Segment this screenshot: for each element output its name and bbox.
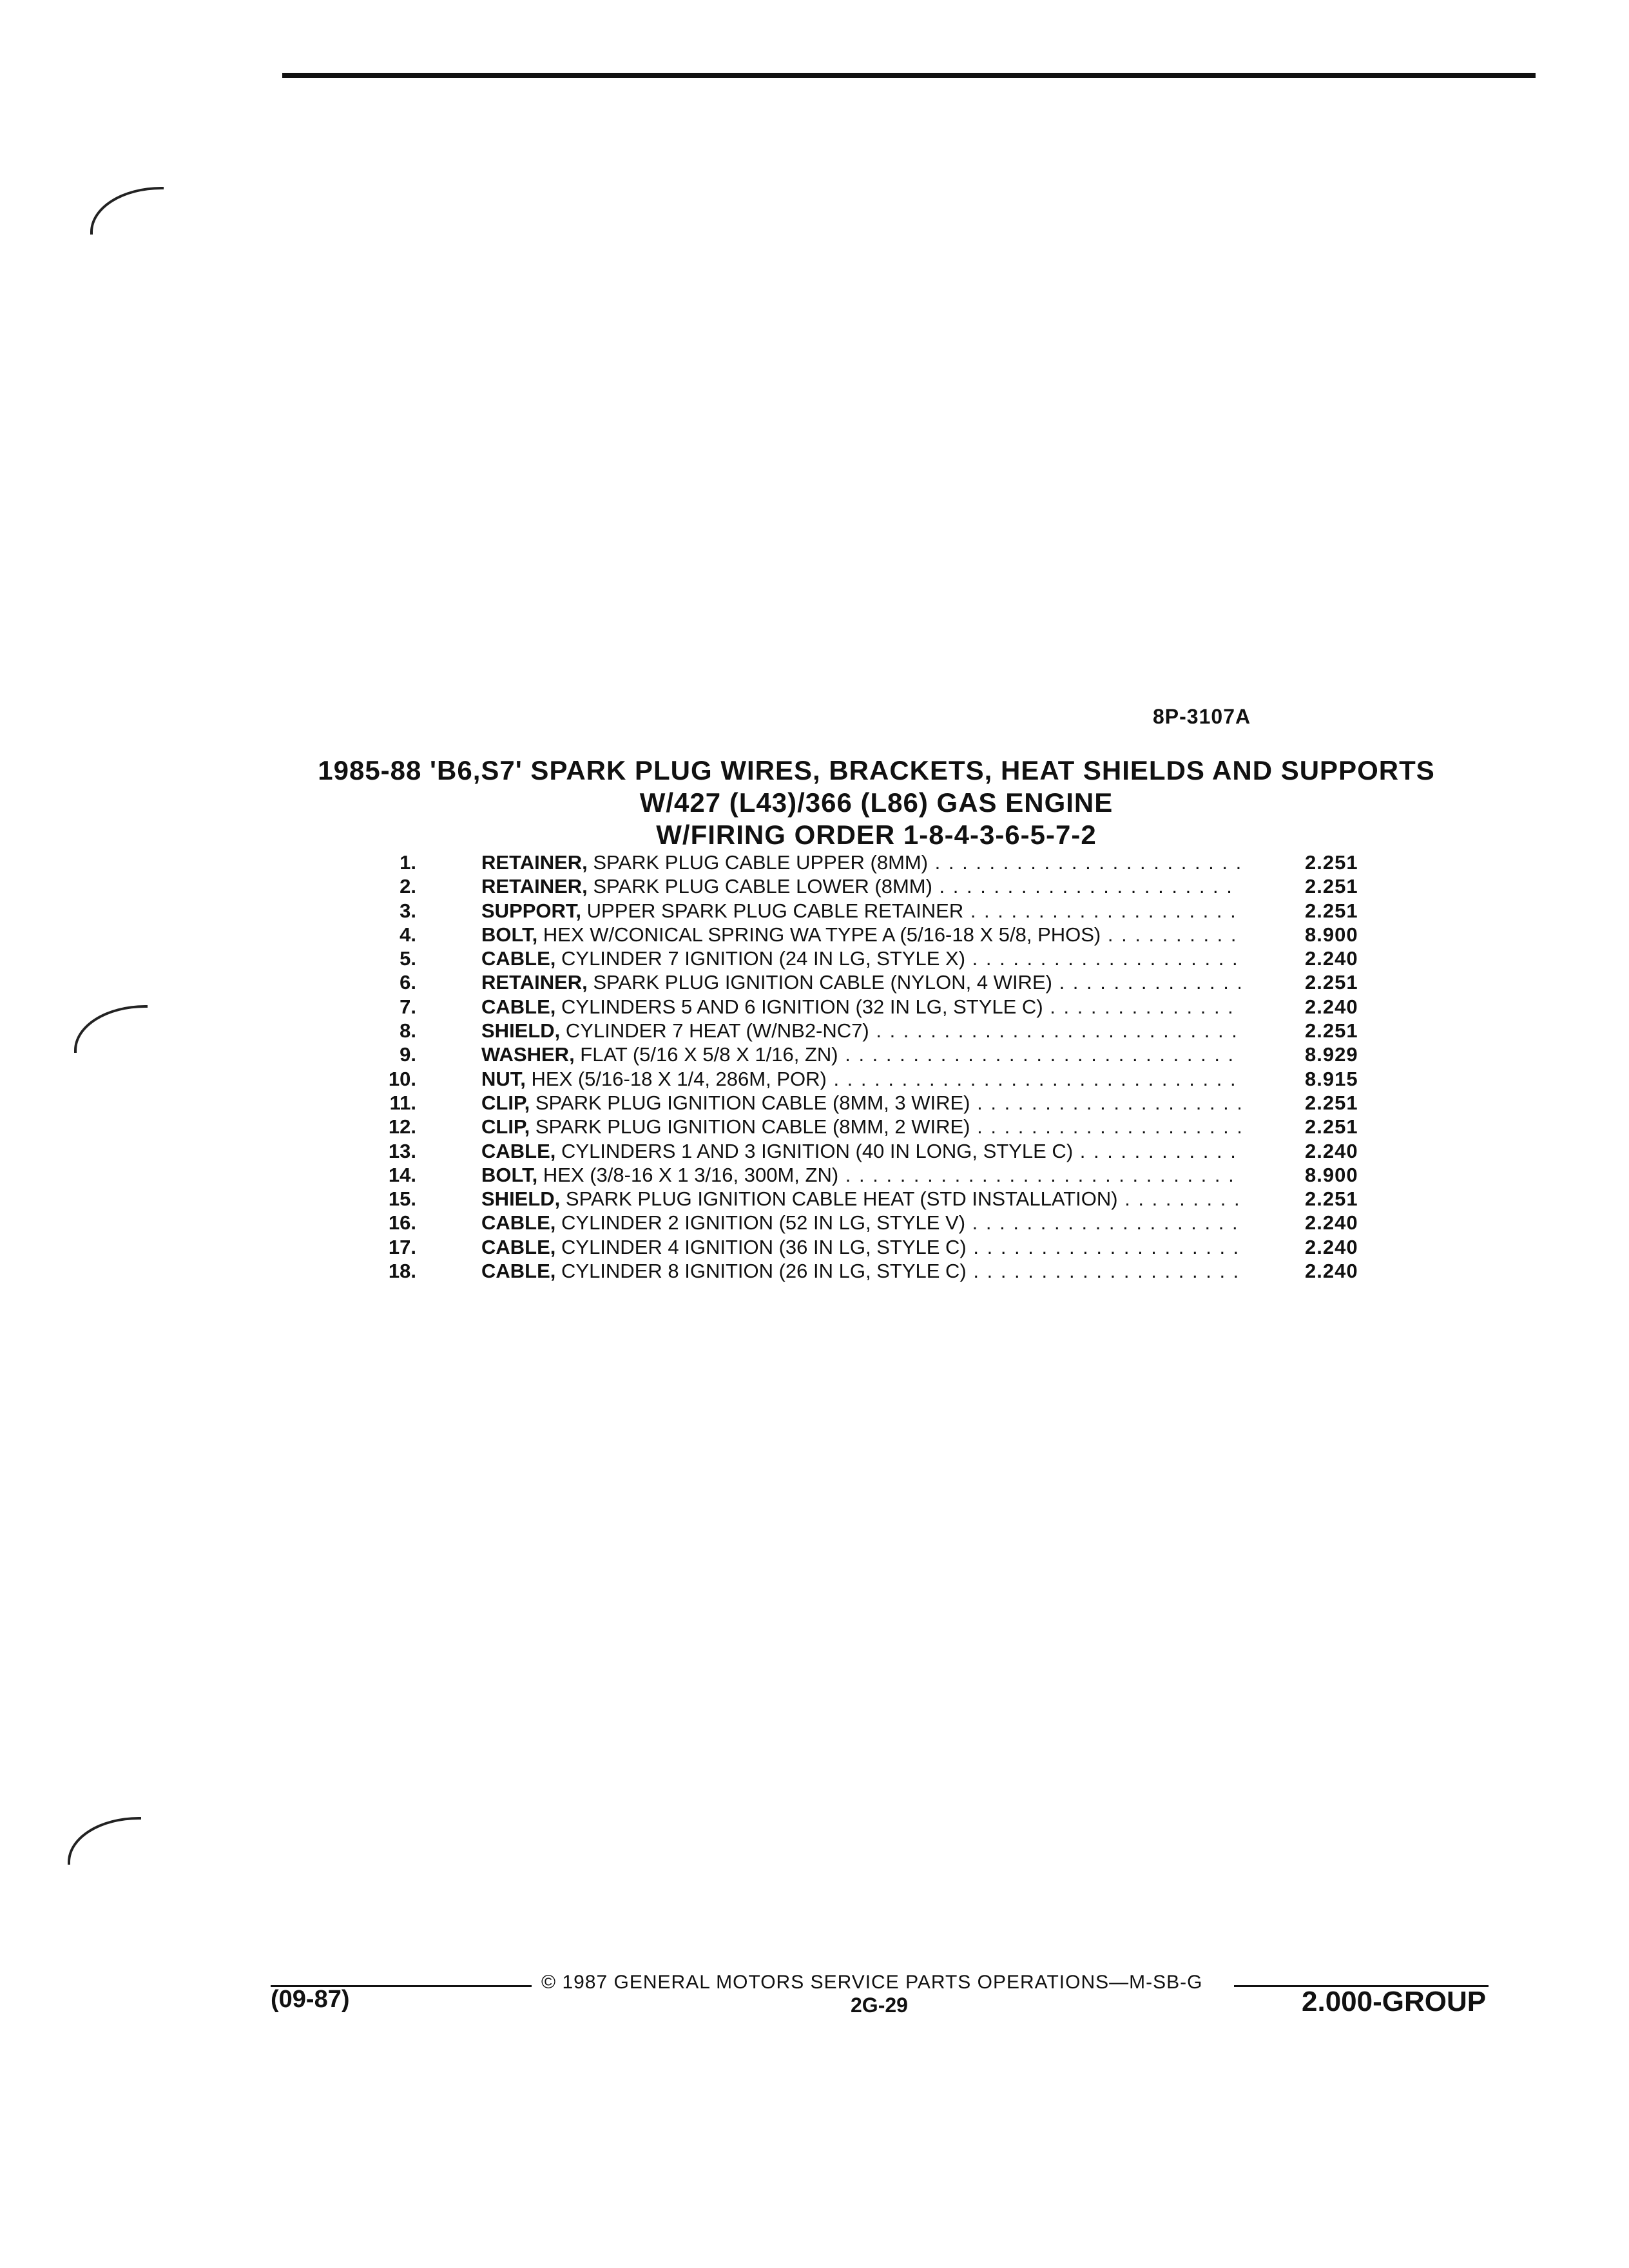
part-description [481,1091,1240,1115]
part-row [361,947,1392,970]
part-detail: SPARK PLUG IGNITION CABLE HEAT (STD INSTALLATION) [560,1187,1118,1211]
part-number: 16. [388,1211,416,1235]
part-name: CABLE, [481,1139,556,1162]
part-detail: CYLINDERS 5 AND 6 IGNITION (32 IN LG, STYLE C) [555,995,1043,1018]
part-number: 1. [400,851,416,874]
part-detail: FLAT (5/16 X 5/8 X 1/16, ZN) [574,1043,838,1066]
part-detail: SPARK PLUG IGNITION CABLE (8MM, 3 WIRE) [530,1091,970,1114]
part-detail: CYLINDER 4 IGNITION (36 IN LG, STYLE C) [555,1235,967,1258]
part-row [361,1139,1392,1163]
part-number: 4. [400,923,416,946]
part-description [481,923,1240,947]
part-group-number: 2.251 [1305,971,1358,994]
part-row [361,995,1392,1019]
part-number: 15. [388,1187,416,1211]
part-description [481,850,1240,874]
part-detail: HEX W/CONICAL SPRING WA TYPE A (5/16-18 X 5/8, PHOS) [537,923,1101,946]
part-detail: SPARK PLUG CABLE UPPER (8MM) [587,851,929,874]
part-detail: SPARK PLUG CABLE LOWER (8MM) [587,875,932,898]
part-group-number: 2.240 [1305,1211,1358,1235]
part-row [361,1235,1392,1259]
part-description [481,899,1240,923]
part-row [361,1211,1392,1235]
title-line-2: W/427 (L43)/366 (L86) GAS ENGINE [639,787,1113,818]
part-row [361,1019,1392,1043]
part-detail: UPPER SPARK PLUG CABLE RETAINER [581,899,964,922]
part-row [361,874,1392,898]
part-description [481,970,1240,994]
part-group-number: 2.240 [1305,1260,1358,1283]
part-description [481,1067,1240,1091]
part-group-number: 2.240 [1305,1235,1358,1258]
part-number: 18. [388,1260,416,1283]
part-name: CABLE, [481,995,556,1018]
part-description [481,1259,1240,1283]
part-name: SHIELD, [481,1187,561,1211]
part-description [481,1187,1240,1211]
part-description [481,947,1240,970]
part-description [481,874,1240,898]
part-number: 6. [400,971,416,994]
part-number: 3. [400,899,416,922]
part-group-number: 2.251 [1305,875,1358,898]
binder-hole-mark [68,1817,141,1865]
part-group-number: 2.251 [1305,1115,1358,1139]
top-rule [282,73,1536,78]
part-description [481,1139,1240,1163]
part-number: 5. [400,947,416,970]
part-detail: CYLINDER 2 IGNITION (52 IN LG, STYLE V) [555,1211,966,1235]
part-group-number: 2.251 [1305,1187,1358,1211]
part-number: 17. [388,1235,416,1258]
part-row [361,1187,1392,1211]
part-row [361,850,1392,874]
part-number: 10. [388,1067,416,1090]
part-number: 8. [400,1019,416,1043]
part-name: WASHER, [481,1043,575,1066]
part-name: RETAINER, [481,851,588,874]
part-detail: CYLINDER 7 IGNITION (24 IN LG, STYLE X) [555,947,966,970]
footer-group: 2.000-GROUP [1302,1986,1487,2017]
part-group-number: 2.251 [1305,899,1358,922]
part-row [361,1091,1392,1115]
part-number: 2. [400,875,416,898]
part-group-number: 8.929 [1305,1043,1358,1066]
title-line-1: 1985-88 'B6,S7' SPARK PLUG WIRES, BRACKETS, HEAT SHIELDS AND SUPPORTS [318,755,1435,785]
part-detail: CYLINDER 8 IGNITION (26 IN LG, STYLE C) [555,1260,967,1283]
part-name: CABLE, [481,1211,556,1235]
title-line-3: W/FIRING ORDER 1-8-4-3-6-5-7-2 [656,820,1097,850]
part-row [361,970,1392,994]
part-name: CABLE, [481,947,556,970]
part-row [361,899,1392,923]
part-detail: CYLINDER 7 HEAT (W/NB2-NC7) [560,1019,869,1043]
part-group-number: 2.240 [1305,995,1358,1018]
part-name: CABLE, [481,1235,556,1258]
part-name: CLIP, [481,1091,530,1114]
part-detail: HEX (3/8-16 X 1 3/16, 300M, ZN) [537,1163,839,1186]
part-number: 14. [388,1163,416,1186]
part-group-number: 8.915 [1305,1067,1358,1090]
part-name: SHIELD, [481,1019,561,1043]
footer-page-number: 2G-29 [851,1994,908,2017]
part-description [481,1211,1240,1235]
part-detail: SPARK PLUG IGNITION CABLE (8MM, 2 WIRE) [530,1115,970,1139]
part-group-number: 2.240 [1305,947,1358,970]
part-row [361,1067,1392,1091]
binder-hole-mark [90,187,164,235]
part-name: CLIP, [481,1115,530,1139]
part-description [481,1043,1240,1066]
part-number: 7. [400,995,416,1018]
part-group-number: 2.251 [1305,851,1358,874]
parts-list [361,850,1392,1283]
part-description [481,1235,1240,1259]
part-description [481,1115,1240,1139]
part-row [361,1043,1392,1066]
footer-copyright: © 1987 GENERAL MOTORS SERVICE PARTS OPERATIONS—M-SB-G [541,1972,1203,1993]
part-number: 9. [400,1043,416,1066]
part-name: BOLT, [481,1163,538,1186]
part-row [361,1163,1392,1187]
part-row [361,1115,1392,1139]
part-number: 13. [388,1139,416,1162]
part-group-number: 8.900 [1305,923,1358,946]
part-detail: CYLINDERS 1 AND 3 IGNITION (40 IN LONG, STYLE C) [555,1139,1074,1162]
part-name: RETAINER, [481,971,588,994]
part-description [481,1163,1240,1187]
part-number: 12. [388,1115,416,1139]
binder-hole-mark [74,1005,148,1053]
part-number: 11. [389,1091,416,1114]
part-group-number: 2.251 [1305,1019,1358,1043]
part-name: BOLT, [481,923,538,946]
part-name: RETAINER, [481,875,588,898]
part-description [481,995,1240,1019]
part-detail: HEX (5/16-18 X 1/4, 286M, POR) [525,1067,827,1090]
part-name: NUT, [481,1067,526,1090]
part-group-number: 2.240 [1305,1139,1358,1162]
part-row [361,923,1392,947]
footer-date: (09-87) [271,1986,350,2013]
part-row [361,1259,1392,1283]
part-name: CABLE, [481,1260,556,1283]
page-code: 8P-3107A [1153,705,1251,728]
part-name: SUPPORT, [481,899,582,922]
part-group-number: 8.900 [1305,1163,1358,1186]
part-description [481,1019,1240,1043]
part-detail: SPARK PLUG IGNITION CABLE (NYLON, 4 WIRE) [587,971,1052,994]
part-group-number: 2.251 [1305,1091,1358,1114]
